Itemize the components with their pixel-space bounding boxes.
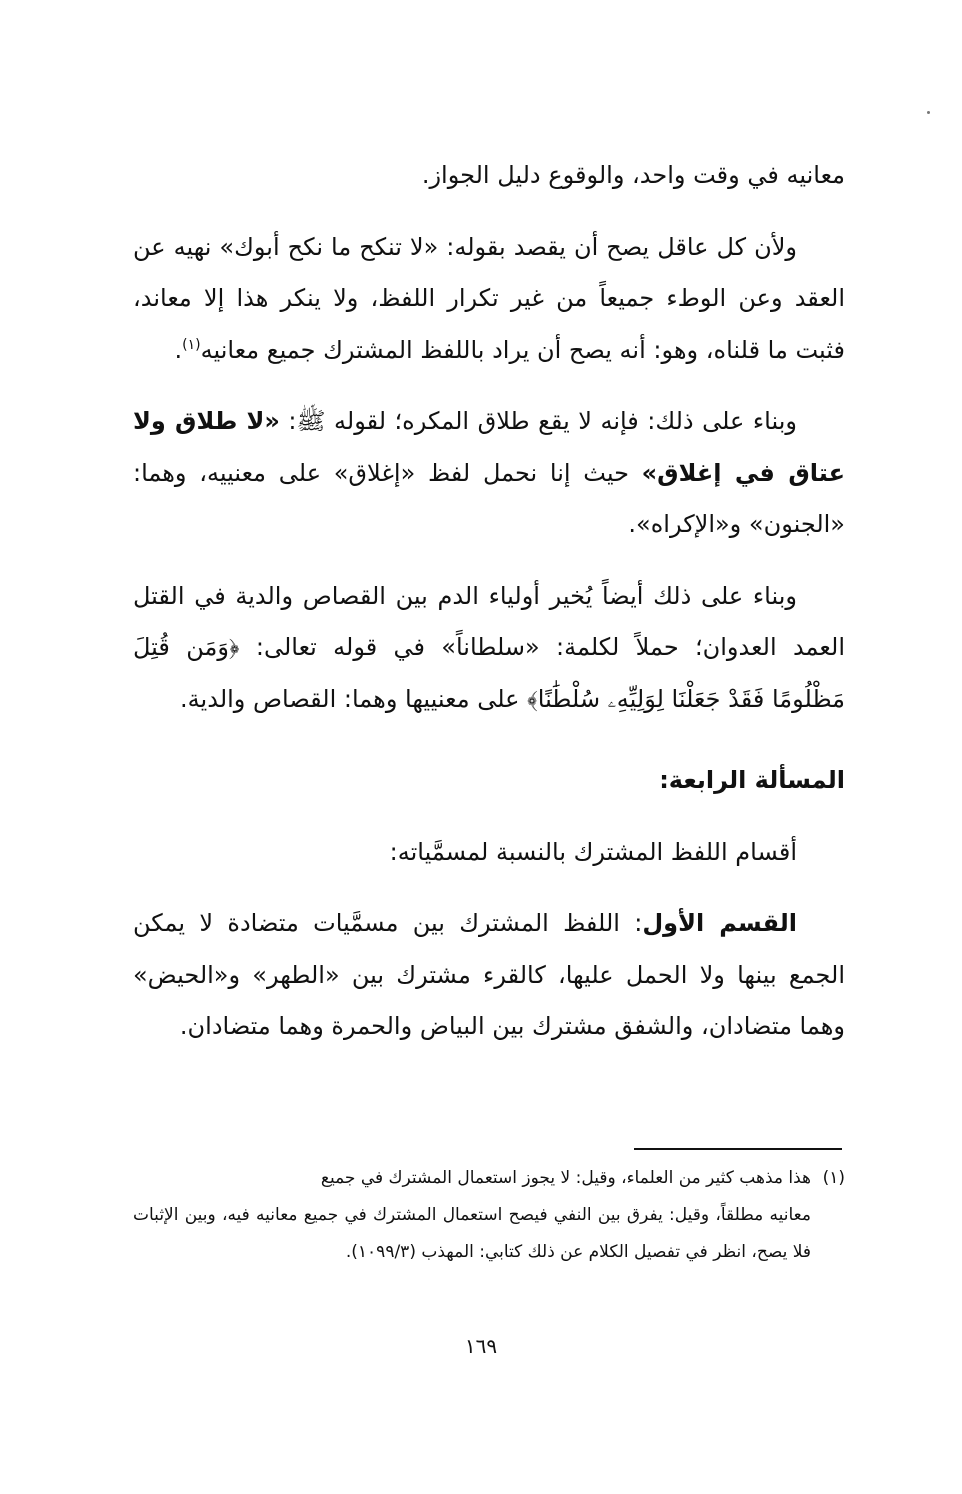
section-label: القسم الأول: [642, 909, 797, 937]
paragraph-3-end: حيث إنا نحمل لفظ «إغلاق» على معنييه، وهما: «الجنون» و«الإكراه».: [133, 458, 845, 538]
main-text: [133, 150, 845, 1053]
section-heading: المسألة الرابعة:: [659, 766, 845, 794]
paragraph-2-end: .: [174, 335, 183, 364]
paragraph-4: وبناء على ذلك أيضاً يُخير أولياء الدم بين القصاص والدية في القتل العمد العدوان؛ حملاً لكلمة: «سلطاناً» في قوله تعالى: ﴿وَمَن قُتِلَ مَظْلُومًا فَقَدْ جَعَلْنَا لِوَلِيِّهِۦ سُلْطَٰنًا﴾ على معنييها وهما: القصاص والدية.: [133, 581, 845, 713]
paragraph-1: معانيه في وقت واحد، والوقوع دليل الجواز.: [421, 161, 845, 189]
paragraph-5: أقسام اللفظ المشترك بالنسبة لمسمَّياته:: [389, 837, 797, 866]
footnote: [133, 1160, 845, 1271]
footnote-divider: [634, 1148, 842, 1150]
footnote-line-1: هذا مذهب كثير من العلماء، وقيل: لا يجوز استعمال المشترك في جميع: [320, 1168, 811, 1188]
paragraph-3-start: وبناء على ذلك: فإنه لا يقع طلاق المكره؛ لقوله ﷺ:: [279, 407, 797, 435]
footnote-reference: (١): [182, 336, 201, 353]
hadith-quote: «لا طلاق ولا عتاق في إغلاق»: [133, 407, 845, 487]
scan-speck: [927, 111, 930, 114]
paragraph-6-text: : اللفظ المشترك بين مسمَّيات متضادة لا يمكن الجمع بينها ولا الحمل عليها، كالقرء مشترك بين «الطهر» و«الحيض» وهما متضادان، والشفق مشترك بين البياض والحمرة وهما متضادان.: [133, 909, 845, 1040]
paragraph-2-text: ولأن كل عاقل يصح أن يقصد بقوله: «لا تنكح ما نكح أبوك» نهيه عن العقد وعن الوطء جميعاً من غير تكرار اللفظ، ولا ينكر هذا إلا معاند، فثبت ما قلناه، وهو: أنه يصح أن يراد باللفظ المشترك جميع معانيه: [133, 232, 845, 364]
footnote-continuation: معانيه مطلقاً، وقيل: يفرق بين النفي فيصح استعمال المشترك في جميع معانيه فيه، وبين الإثبات فلا يصح، انظر في تفصيل الكلام عن ذلك كتابي: المهذب (١٠٩٩/٣).: [133, 1205, 811, 1262]
footnote-first-line: [133, 1160, 845, 1197]
page-number: ١٦٩: [464, 1334, 498, 1358]
footnote-number: (١): [822, 1168, 845, 1188]
paragraph-6: [133, 898, 845, 1053]
paragraph-3: [133, 396, 845, 551]
paragraph-2: [133, 222, 845, 377]
